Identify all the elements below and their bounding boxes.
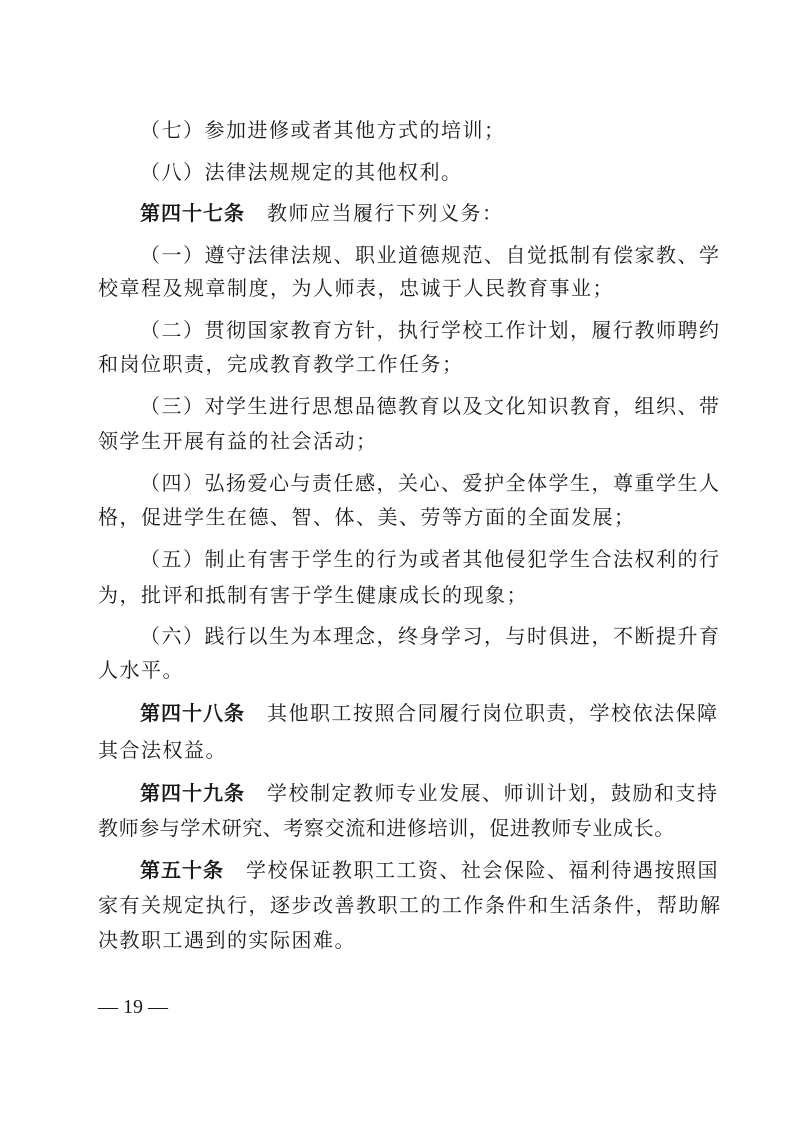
line-text: 其合法权益。 <box>98 738 227 762</box>
line-text: 教师参与学术研究、考察交流和进修培训，促进教师专业成长。 <box>98 816 675 840</box>
line-text: （一）遵守法律法规、职业道德规范、自觉抵制有偿家教、学 <box>140 243 721 267</box>
line-text: （五）制止有害于学生的行为或者其他侵犯学生合法权利的行 <box>140 547 721 571</box>
line-text: （三）对学生进行思想品德教育以及文化知识教育，组织、带 <box>140 394 721 418</box>
article-heading: 第五十条 <box>140 858 224 882</box>
text-line <box>140 386 740 426</box>
text-line <box>98 808 698 848</box>
text-line <box>98 575 698 615</box>
text-line <box>98 268 698 308</box>
line-text: 和岗位职责，完成教育教学工作任务； <box>98 352 464 376</box>
line-text: 家有关规定执行，逐步改善教职工的工作条件和生活条件，帮助解 <box>98 893 722 917</box>
article-48-line <box>140 693 740 733</box>
line-text: （八）法律法规规定的其他权利。 <box>140 160 463 184</box>
text-line <box>140 152 740 192</box>
text-line <box>140 110 740 150</box>
page-number: — 19 — <box>98 996 168 1018</box>
article-50-line <box>140 850 740 890</box>
line-text: （二）贯彻国家教育方针，执行学校工作计划，履行教师聘约 <box>140 318 721 342</box>
text-line <box>98 920 698 960</box>
text-line <box>98 497 698 537</box>
text-line <box>98 885 722 925</box>
text-line <box>98 421 698 461</box>
line-text: （七）参加进修或者其他方式的培训； <box>140 118 506 142</box>
line-text: 格，促进学生在德、智、体、美、劳等方面的全面发展； <box>98 505 636 529</box>
text-line <box>98 650 698 690</box>
line-text: （四）弘扬爱心与责任感，关心、爱护全体学生，尊重学生人 <box>140 471 721 495</box>
article-text: 其他职工按照合同履行岗位职责，学校依法保障 <box>267 701 719 725</box>
text-line <box>140 539 740 579</box>
article-text: 学校制定教师专业发展、师训计划，鼓励和支持 <box>267 781 719 805</box>
line-text: （六）践行以生为本理念，终身学习，与时俱进，不断提升育 <box>140 624 721 648</box>
article-47-line <box>140 193 740 233</box>
line-text: 领学生开展有益的社会活动； <box>98 429 378 453</box>
article-heading: 第四十七条 <box>140 201 245 225</box>
article-49-line <box>140 773 740 813</box>
line-text: 为，批评和抵制有害于学生健康成长的现象； <box>98 583 528 607</box>
line-text: 决教职工遇到的实际困难。 <box>98 928 356 952</box>
article-heading: 第四十八条 <box>140 701 245 725</box>
article-text: 教师应当履行下列义务： <box>267 201 504 225</box>
article-heading: 第四十九条 <box>140 781 245 805</box>
line-text: 校章程及规章制度，为人师表，忠诚于人民教育事业； <box>98 276 614 300</box>
text-line <box>98 344 698 384</box>
line-text: 人水平。 <box>98 658 184 682</box>
text-line <box>98 730 698 770</box>
article-text: 学校保证教职工工资、社会保险、福利待遇按照国 <box>246 858 719 882</box>
